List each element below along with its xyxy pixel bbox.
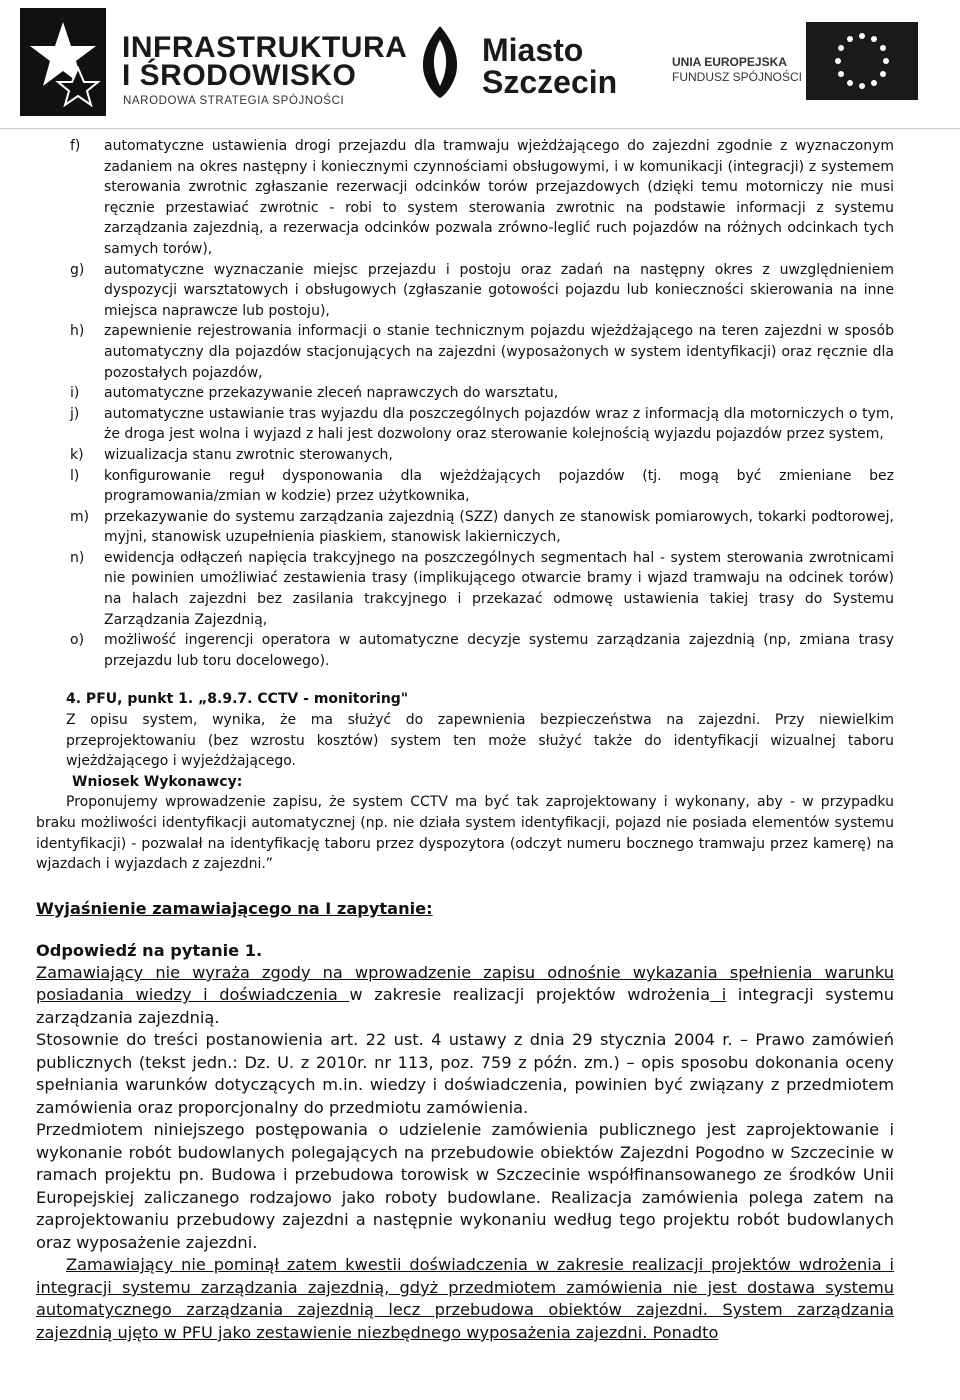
list-text: automatyczne przekazywanie zleceń naprawczych do warsztatu,	[104, 385, 559, 402]
list-text: automatyczne wyznaczanie miejsc przejazdu i postoju oraz zadań na następny okres z uwzględnieniem dyspozycji warsztatowych i obsługowych (zgłaszanie gotowości pojazdu lub konieczności skierowania na inne miejsca naprawcze lub postoju),	[104, 261, 894, 319]
list-marker: m)	[70, 508, 90, 525]
infra-line-2: I ŚRODOWISKO	[122, 59, 357, 92]
infrastruktura-logo-icon	[20, 8, 106, 116]
ue-line-2: FUNDUSZ SPÓJNOŚCI	[672, 70, 803, 84]
document-body	[36, 136, 894, 1344]
wniosek-paragraph: Proponujemy wprowadzenie zapisu, że system CCTV ma być tak zaprojektowany i wykonany, aby - w przypadku braku możliwości identyfikacji automatycznej (np. nie działa system identyfikacji, pojazd nie posiada elementów systemu identyfikacji) - pozwalał na identyfikację taboru przez dyspozytora (odczyt numeru bocznego tramwaju przez kamerę) na wjazdach i wyjazdach z zajezdni.”	[36, 794, 894, 873]
list-text: automatyczne ustawianie tras wyjazdu dla poszczególnych pojazdów wraz z informacją dla motorniczych o tym, że droga jest wolna i wyjazd z hali jest dozwolony oraz sterowanie kolejnością wyjazdu pojazdów przez system,	[104, 405, 894, 443]
list-marker: n)	[70, 549, 85, 566]
infrastruktura-title	[122, 31, 408, 92]
p1-underlined: Zamawiający nie wyraża zgody na wprowadzenie zapisu odnośnie wykazania spełnienia warunku posiadania wiedzy i doświadczenia	[36, 962, 894, 1005]
list-item	[36, 507, 894, 548]
section-4-title: 4. PFU, punkt 1. „8.9.7. CCTV - monitoring"	[66, 691, 409, 708]
miasto-line-1: Miasto	[482, 32, 584, 68]
list-item	[36, 466, 894, 507]
answer-heading: Wyjaśnienie zamawiającego na I zapytanie:	[36, 898, 433, 918]
ue-label	[672, 55, 802, 85]
list-text: przekazywanie do systemu zarządzania zajezdnią (SZZ) danych ze stanowisk pomiarowych, tokarki podtorowej, myjni, stanowisk uzupełnienia piaskiem, stanowisk lakierniczych,	[104, 508, 894, 546]
list-marker: g)	[70, 261, 85, 278]
section-4-paragraph: Z opisu system, wynika, że ma służyć do zapewnienia bezpieczeństwa na zajezdni. Przy niewielkim przeprojektowaniu (bez wzrostu kosztów) system ten może służyć także do identyfikacji wizualnej taboru wjeżdżającego i wyjeżdżającego.	[66, 712, 894, 770]
list-item	[36, 260, 894, 322]
list-item	[36, 404, 894, 445]
list-marker: i)	[70, 385, 80, 402]
wniosek-title: Wniosek Wykonawcy:	[72, 773, 243, 790]
answer-paragraph-2: Stosownie do treści postanowienia art. 22 ust. 4 ustawy z dnia 29 stycznia 2004 r. – Prawo zamówień publicznych (tekst jedn.: Dz. U. z 2010r. nr 113, poz. 759 z późn. zm.) – opis sposobu dokonania oceny spełniania warunków dotyczących m.in. wiedzy i doświadczenia, powinien być związany z przedmiotem zamówienia oraz proporcjonalny do przedmiotu zamówienia.	[36, 1030, 894, 1117]
list-marker: l)	[70, 467, 80, 484]
list-text: zapewnienie rejestrowania informacji o stanie technicznym pojazdu wjeżdżającego na teren zajezdni w sposób automatyczny dla pojazdów stacjonujących na zajezdni (wyposażonych w system identyfikacji) oraz ręcznie dla pozostałych pojazdów,	[104, 323, 894, 381]
requirements-list	[36, 136, 894, 671]
infra-line-1: INFRASTRUKTURA	[122, 31, 408, 64]
answer-paragraph-1	[36, 962, 894, 1030]
list-item	[36, 445, 894, 466]
infra-subtitle: NARODOWA STRATEGIA SPÓJNOŚCI	[123, 95, 345, 107]
list-item	[36, 136, 894, 260]
p1-rest: integracji systemu zarządzania zajezdnią.	[36, 985, 894, 1027]
list-text: możliwość ingerencji operatora w automatyczne decyzje systemu zarządzania zajezdnią (np, zmiana trasy przejazdu lub toru docelowego).	[104, 632, 894, 669]
answer-title: Odpowiedź na pytanie 1.	[36, 941, 263, 961]
list-item	[36, 321, 894, 383]
eu-flag-icon	[806, 22, 918, 100]
p1-underlined-2: i	[710, 985, 727, 1005]
list-text: ewidencja odłączeń napięcia trakcyjnego na poszczególnych segmentach hal - system sterowania zwrotnicami nie powinien umożliwiać zestawienia trasy (implikującego otwarcie bramy i wjazd tramwaju na odcinek torów) na halach zajezdni bez zasilania trakcyjnego i przekazać odmowę ustawienia takiej trasy do Systemu Zarządzania Zajezdnią,	[104, 549, 894, 628]
ue-line-1: UNIA EUROPEJSKA	[672, 55, 787, 69]
list-marker: f)	[70, 138, 81, 154]
list-item	[36, 548, 894, 630]
list-marker: j)	[70, 405, 80, 422]
list-item	[36, 630, 894, 671]
page-header	[0, 0, 960, 129]
list-marker: o)	[70, 632, 85, 649]
miasto-line-2: Szczecin	[482, 64, 618, 100]
list-text: automatyczne ustawienia drogi przejazdu dla tramwaju wjeżdżającego do zajezdni zgodnie z wyznaczonym zadaniem na okres następny i koniecznymi czynnościami obsługowymi, i w komunikacji (integracji) z systemem sterowania zwrotnic zgłaszanie rezerwacji odcinków torów przejazdowych (dzięki temu motorniczy nie musi ręcznie przestawiać zwrotnic - robi to system sterowania zwrotnic na podstawie informacji z systemu zarządzania zajezdnią, a rezerwacja odcinków pozwala zrówno-leglić ruch pojazdów na różnych odcinkach tych samych torów),	[104, 138, 894, 257]
answer-paragraph-3: Przedmiotem niniejszego postępowania o udzielenie zamówienia publicznego jest zaprojektowanie i wykonanie robót budowlanych polegających na przebudowie obiektów Zajezdni Pogodno w Szczecinie w ramach projektu pn. Budowa i przebudowa torowisk w Szczecinie współfinansowanego ze środków Unii Europejskiej zaliczanego rodzajowo jako roboty budowlane. Realizacja zamówienia polega zatem na zaprojektowaniu przebudowy zajezdni a następnie wykonaniu według tego projektu robót budowlanych oraz wyposażenie zajezdni.	[36, 1120, 894, 1252]
miasto-szczecin-title	[482, 34, 617, 98]
answer-paragraph-4: Zamawiający nie pominął zatem kwestii doświadczenia w zakresie realizacji projektów wdrożenia i integracji systemu zarządzania zajezdnią, gdyż przedmiotem zamówienia nie jest dostawa systemu automatycznego zarządzania zajezdnią lecz przebudowa obiektów zajezdni. System zarządzania zajezdnią ujęto w PFU jako zestawienie niezbędnego wyposażenia zajezdni. Ponadto	[36, 1255, 894, 1342]
list-marker: k)	[70, 446, 84, 463]
list-text: wizualizacja stanu zwrotnic sterowanych,	[104, 446, 393, 463]
p1-middle: w zakresie realizacji projektów wdrożenia	[349, 985, 711, 1005]
list-item	[36, 383, 894, 404]
list-marker: h)	[70, 323, 85, 340]
list-text: konfigurowanie reguł dysponowania dla wjeżdżających pojazdów (tj. mogą być zmieniane bez programowania/zmian w kodzie) przez użytkownika,	[104, 467, 894, 505]
griffin-logo-icon	[410, 22, 470, 102]
